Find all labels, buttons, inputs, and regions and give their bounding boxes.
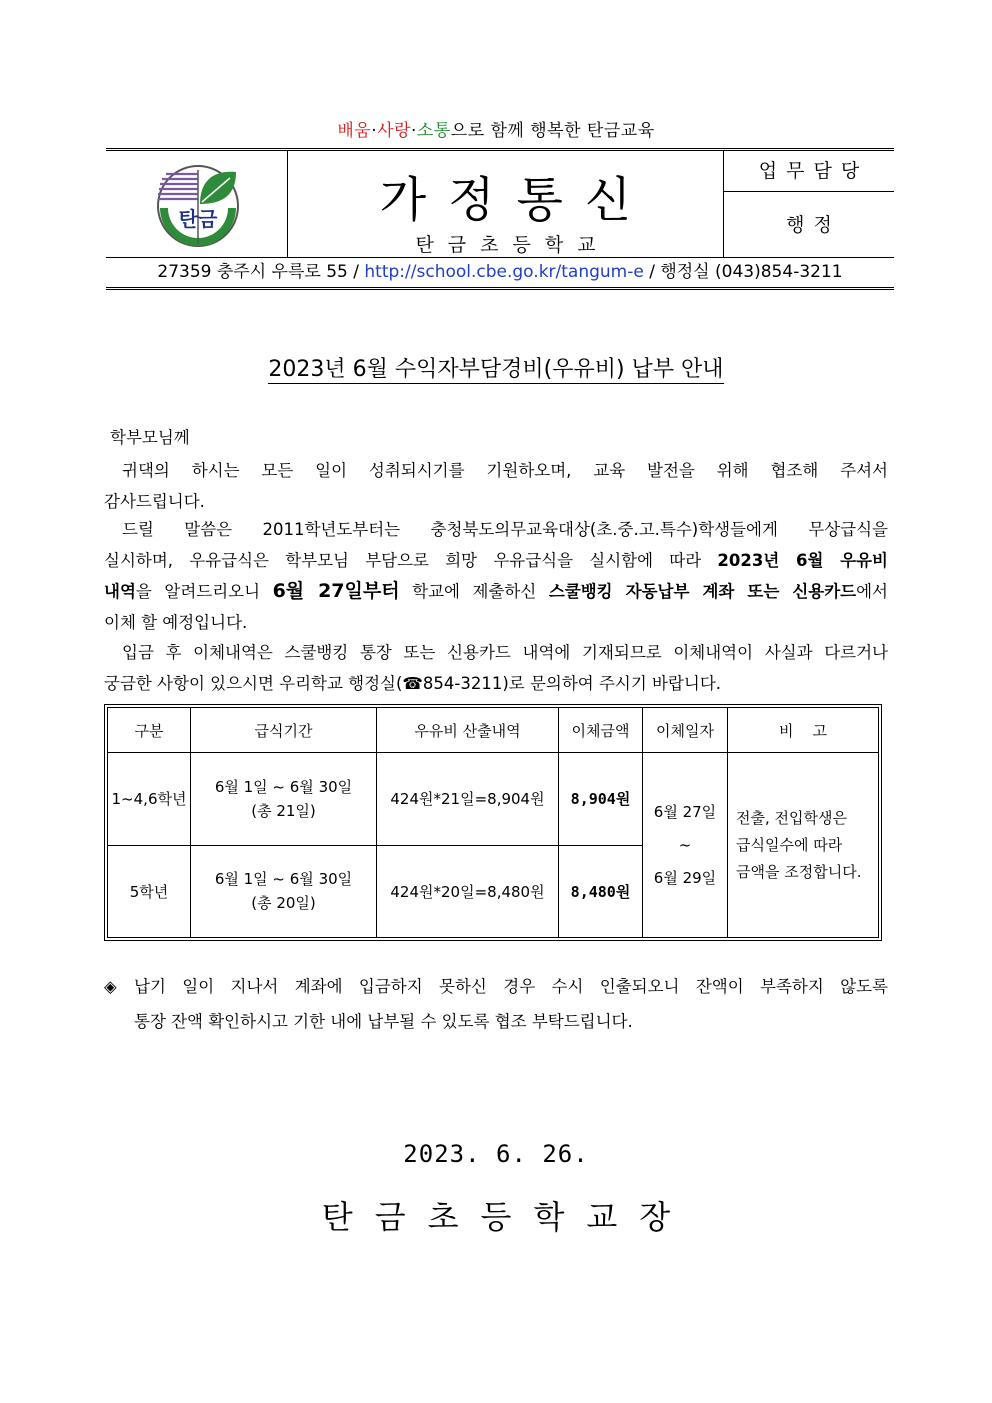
paragraph-line: 감사드립니다.: [104, 492, 205, 511]
notice-line: 납기 일이 지나서 계좌에 입금하지 못하신 경우 수시 인출되오니 잔액이 부족하지 않도록: [134, 977, 888, 996]
column-header: 비 고: [728, 708, 879, 753]
greeting: 학부모님께: [110, 428, 190, 447]
column-header: 구분: [108, 708, 191, 753]
school-url-link[interactable]: http://school.cbe.go.kr/tangum-e: [364, 262, 644, 282]
period-cell: 6월 1일 ~ 6월 30일 (총 20일): [191, 845, 377, 938]
paragraph-line: 이체 할 예정입니다.: [104, 613, 248, 632]
logo-cell: [106, 151, 288, 258]
column-header: 이체금액: [559, 708, 643, 753]
paragraph-line: 내역을 알려드리오니 6월 27일부터 학교에 제출하신 스쿨뱅킹 자동납부 계좌 또는 신용카드에서: [104, 580, 888, 602]
calc-cell: 424원*21일=8,904원: [377, 753, 559, 846]
table-header-row: [108, 708, 879, 753]
column-header: 이체일자: [643, 708, 728, 753]
school-name: 탄금초등학교: [415, 234, 610, 256]
fee-table: [107, 707, 879, 938]
staff-cell: [724, 151, 894, 258]
paragraph-line: 귀댁의 하시는 모든 일이 성취되시기를 기원하오며, 교육 발전을 위해 협조해 주셔서: [122, 461, 888, 480]
school-logo: [156, 164, 240, 248]
principal-signature: 탄금초등학교장: [321, 1198, 693, 1236]
diamond-bullet-icon: ◈: [104, 977, 117, 996]
transfer-date-cell: 6월 27일 ~ 6월 29일: [643, 753, 728, 938]
paragraph-line: 실시하며, 우유급식은 학부모님 부담으로 희망 우유급식을 실시함에 따라 2023년 6월 우유비: [104, 551, 888, 570]
paragraph-line: 궁금한 사항이 있으시면 우리학교 행정실(☎854-3211)로 문의하여 주시기 바랍니다.: [104, 674, 722, 693]
fee-table-frame: [104, 704, 882, 941]
grade-cell: 5학년: [108, 845, 191, 938]
notice-line: 통장 잔액 확인하시고 기한 내에 납부될 수 있도록 협조 부탁드립니다.: [134, 1012, 633, 1031]
column-header: 급식기간: [191, 708, 377, 753]
note-cell: 전출, 전입학생은 급식일수에 따라 금액을 조정합니다.: [728, 753, 879, 938]
address-bar: 27359 충주시 우륵로 55 / http://school.cbe.go.kr/tangum-e / 행정실 (043)854-3211: [106, 258, 894, 290]
staff-label: 업무담당: [724, 151, 894, 192]
column-header: 우유비 산출내역: [377, 708, 559, 753]
school-motto: 배움·사랑·소통으로 함께 행복한 탄금교육: [337, 121, 655, 141]
logo-text: 탄금: [178, 207, 218, 231]
issue-date: 2023. 6. 26.: [403, 1140, 589, 1168]
newsletter-title: 가정통신: [379, 172, 654, 228]
grade-cell: 1~4,6학년: [108, 753, 191, 846]
table-row: [108, 753, 879, 846]
letterhead: [106, 148, 894, 258]
document-title: 2023년 6월 수익자부담경비(우유비) 납부 안내: [268, 357, 724, 382]
paragraph-line: 입금 후 이체내역은 스쿨뱅킹 통장 또는 신용카드 내역에 기재되므로 이체내역이 사실과 다르거나: [122, 643, 888, 662]
paragraph-line: 드릴 말씀은 2011학년도부터는 충청북도의무교육대상(초.중.고.특수)학생들에게 무상급식을: [122, 520, 888, 539]
title-cell: [288, 151, 724, 258]
staff-department: 행정: [786, 214, 841, 236]
amount-cell: 8,904원: [559, 753, 643, 846]
calc-cell: 424원*20일=8,480원: [377, 845, 559, 938]
amount-cell: 8,480원: [559, 845, 643, 938]
period-cell: 6월 1일 ~ 6월 30일 (총 21일): [191, 753, 377, 846]
